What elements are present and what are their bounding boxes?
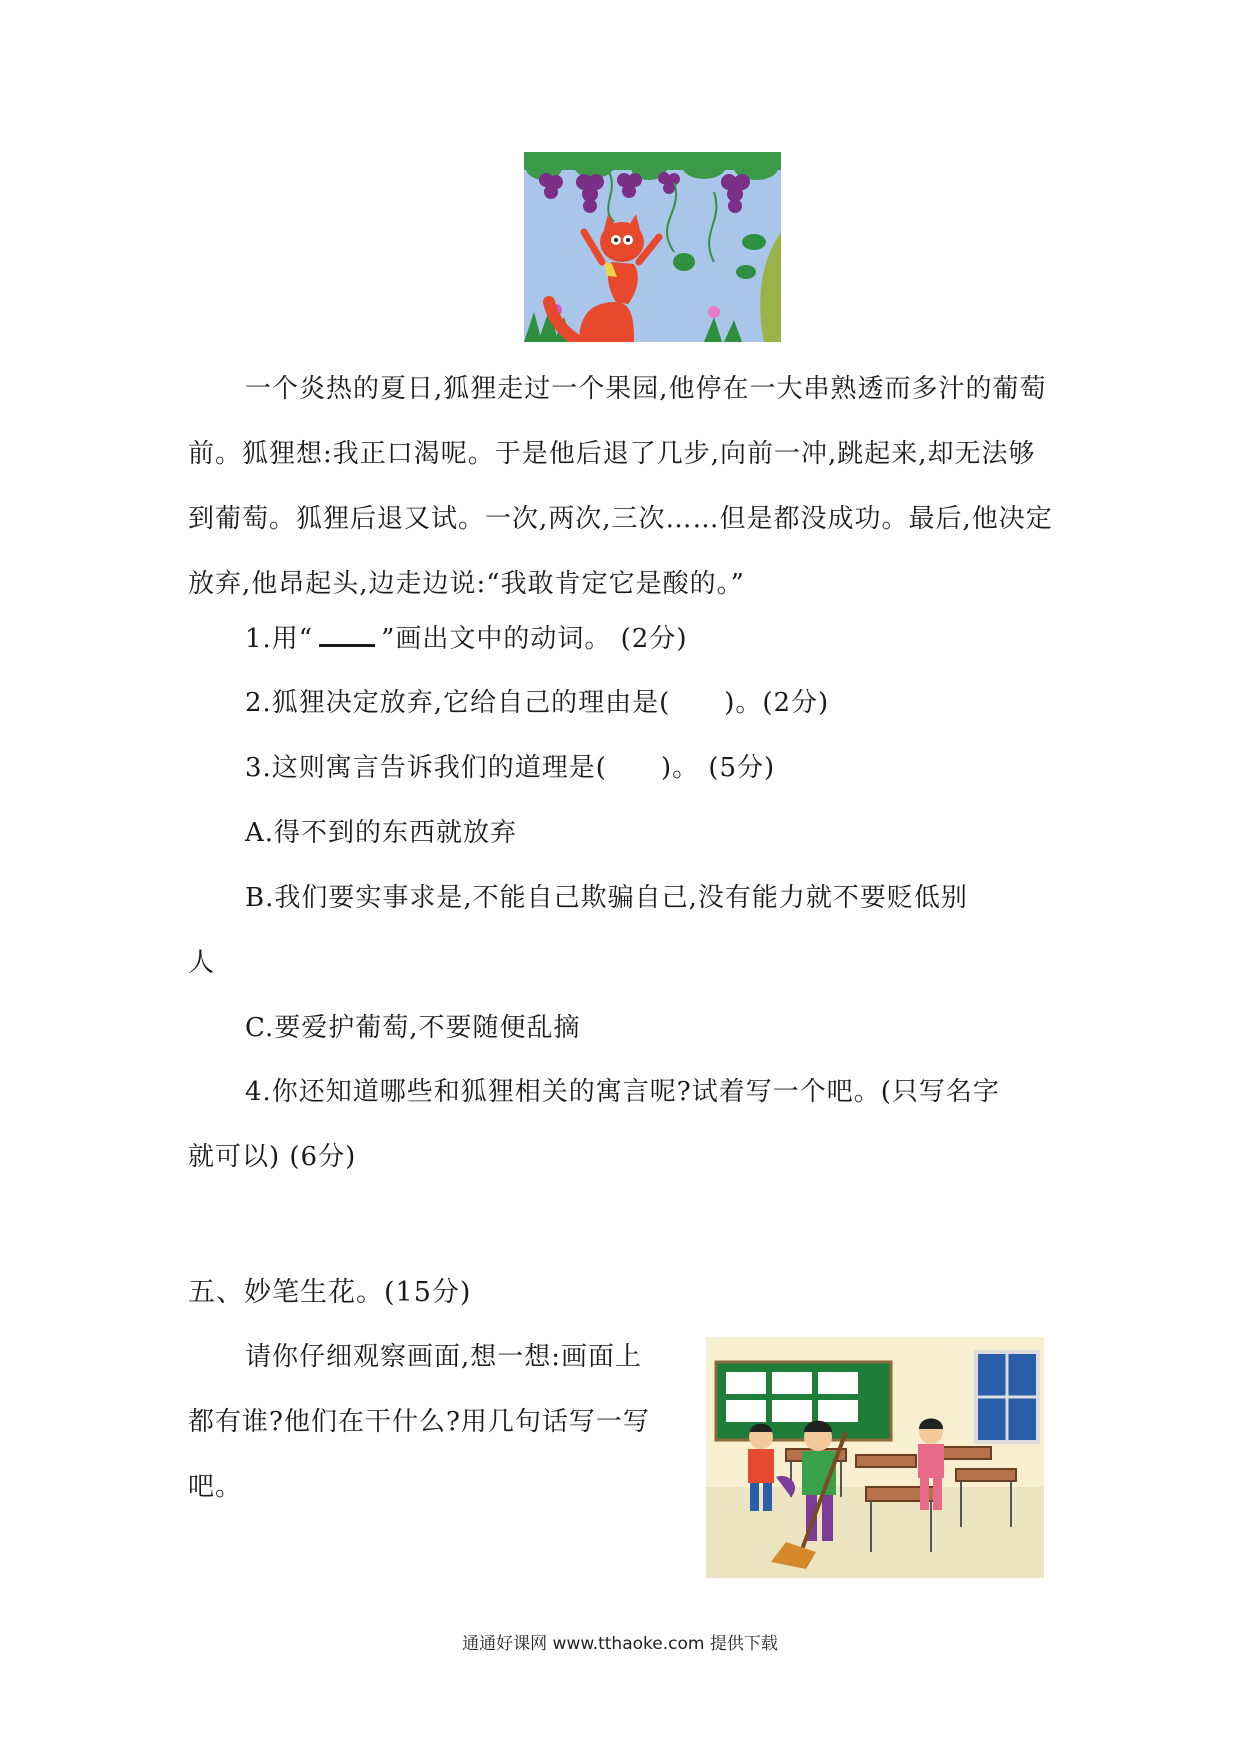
passage-text: 一个炎热的夏日,狐狸走过一个果园,他停在一大串熟透而多汁的葡萄前。狐狸想:我正口渴呢。于是他后退了几步,向前一冲,跳起来,却无法够到葡萄。狐狸后退又试。一次,两次,三次……但是都没成功。最后,他决定放弃,他昂起头,边走边说:“我敢肯定它是酸的。”	[188, 374, 1053, 599]
option-b: B.我们要实事求是,不能自己欺骗自己,没有能力就不要贬低别	[245, 883, 968, 913]
question-2: 2.狐狸决定放弃,它给自己的理由是( )。(2分)	[245, 688, 830, 718]
q1-text-before: 1.用“	[245, 624, 314, 654]
q1-text-after: ”画出文中的动词。 (2分)	[381, 624, 688, 654]
section-five-title: 五、妙笔生花。(15分)	[188, 1277, 472, 1308]
underline-sample	[319, 622, 375, 647]
writing-prompt-text: 请你仔细观察画面,想一想:画面上都有谁?他们在干什么?用几句话写一写吧。	[188, 1342, 650, 1502]
question-4: 4.你还知道哪些和狐狸相关的寓言呢?试着写一个吧。(只写名字	[245, 1077, 1000, 1107]
question-1	[245, 618, 688, 655]
option-a: A.得不到的东西就放弃	[245, 818, 518, 848]
fox-grapes-illustration	[524, 152, 781, 342]
reading-passage	[188, 357, 1058, 617]
classroom-cleaning-illustration	[706, 1337, 1044, 1578]
option-b-continued: 人	[188, 948, 216, 978]
question-4-continued: 就可以) (6分)	[188, 1142, 357, 1172]
option-c: C.要爱护葡萄,不要随便乱摘	[245, 1013, 581, 1043]
question-3: 3.这则寓言告诉我们的道理是( )。 (5分)	[245, 753, 776, 783]
footer-source: 通通好课网 www.tthaoke.com 提供下载	[462, 1634, 778, 1654]
writing-prompt	[188, 1325, 668, 1520]
